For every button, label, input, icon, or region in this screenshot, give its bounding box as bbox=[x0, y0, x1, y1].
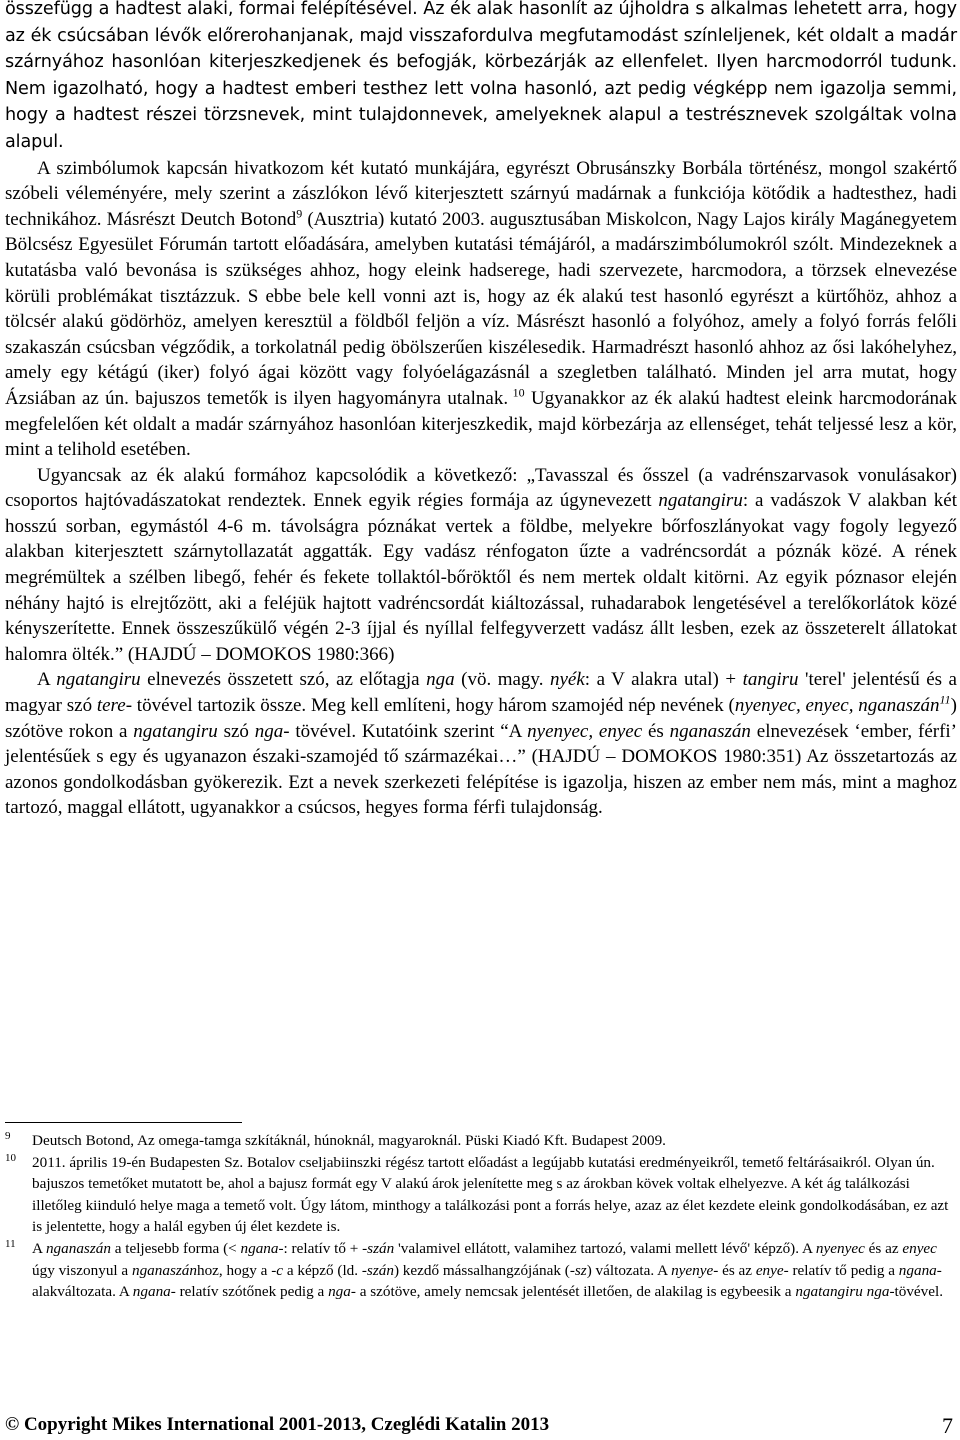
italic-term: ngatangiru bbox=[56, 669, 141, 691]
text-run: szó bbox=[217, 720, 255, 742]
italic-term: -szán bbox=[361, 1261, 394, 1279]
italic-term: nyék bbox=[549, 669, 585, 691]
text-run: A bbox=[32, 1239, 46, 1257]
paragraph bbox=[5, 463, 957, 668]
italic-term: ngana bbox=[240, 1239, 279, 1257]
italic-term: enyec bbox=[902, 1239, 937, 1257]
body-text bbox=[5, 0, 957, 821]
text-run: ) kezdő mássalhangzójának ( bbox=[393, 1261, 570, 1279]
footnote-reference: 9 bbox=[296, 206, 303, 221]
text-run: Ugyancsak az ék alakú formához kapcsolódik a következő: „Tavasszal és ősszel (a vadrénszarvasok vonulásakor) csoportos hajtóvadászatokat rendeztek. Ennek egyik régies formája az úgynevezett bbox=[5, 464, 957, 512]
copyright-notice: © Copyright Mikes International 2001-2013, Czeglédi Katalin 2013 bbox=[5, 1414, 550, 1435]
footnote-number: 10 bbox=[5, 1151, 16, 1164]
italic-term: nganaszán bbox=[669, 720, 751, 742]
text-run: a képző (ld. bbox=[283, 1261, 362, 1279]
footnote-reference: 10 bbox=[508, 385, 525, 400]
paragraph bbox=[5, 156, 957, 463]
text-run: és az bbox=[864, 1239, 903, 1257]
italic-term: nga bbox=[328, 1283, 351, 1301]
italic-term: nga bbox=[426, 669, 455, 691]
italic-term: nga bbox=[254, 720, 284, 742]
italic-term: ngatangiru bbox=[658, 490, 743, 512]
text-run: Másrészt Deutch Botond bbox=[106, 208, 297, 230]
italic-term: ngana bbox=[132, 1283, 171, 1301]
text-run: -: relatív tő + bbox=[278, 1239, 363, 1257]
text-run: - és az bbox=[713, 1261, 756, 1279]
italic-term: enye bbox=[755, 1261, 784, 1279]
italic-term: nyenyec bbox=[815, 1239, 865, 1257]
footnote-number: 9 bbox=[5, 1130, 11, 1142]
italic-term: nyenyec, enyec bbox=[527, 720, 643, 742]
text-run: úgy viszonyul a bbox=[32, 1261, 132, 1279]
text-run: Nem igazolható, hogy a hadtest emberi testhez lett volna hasonló, azt pedig végképp nem igazolja semmi, hogy a hadtest részei törzsnevek, mint tulajdonnevek, amelyeknek alapul a testrésznevek szolgáltak volna alapul. bbox=[5, 78, 957, 152]
text-run: - relatív szótőnek pedig a bbox=[170, 1283, 329, 1301]
text-run: ) változata. A bbox=[586, 1261, 672, 1279]
text-run: : a V alakra utal) + bbox=[584, 669, 743, 691]
italic-term: ngatangiru bbox=[133, 720, 218, 742]
text-run: hoz, hogy a bbox=[196, 1261, 272, 1279]
text-run: - alakváltozata. A bbox=[32, 1261, 942, 1301]
text-run: 2011. április 19-én Budapesten Sz. Botalov cseljabiinszki régész tartott előadást a legújabb kutatási eredményeikről, temető feltárásaikról. Olyan ún. bajuszos temetőket mutatott be, ahol a bajusz formát egy V alakú árok jelenítette meg s az árokban kövek voltak elhelyezve. A két ág találkozási illetőleg kiinduló helye maga a temető volt. Úgy látom, minthogy a találkozási pont a forrás helye, azaz az élet kezdete eleink gondolkodásában, ez azt is jelentette, hogy a halál egyben új élet kezdete is. bbox=[32, 1153, 949, 1236]
text-run: - tövével tartozik össze. Meg kell említeni, hogy három szamojéd nép nevének ( bbox=[125, 695, 735, 717]
text-run: 'terel' jelentésű és a magyar szó bbox=[5, 669, 957, 717]
text-run: - relatív tő pedig a bbox=[783, 1261, 899, 1279]
text-run: a teljesebb forma (< bbox=[110, 1239, 241, 1257]
italic-term: nyenye bbox=[671, 1261, 714, 1279]
italic-term: tere bbox=[96, 695, 126, 717]
text-run: (Ausztria) kutató 2003. augusztusában Miskolcon, Nagy Lajos király Magánegyetem Bölcsész Egyesület Fórumán tartott előadására, amelyben kutatási témájáról, a madárszimbólumokról szólt. Mindezeknek a kutatásba való bevonása is szükséges ahhoz, hogy eleink hadserege, hadi szervezete, harcmodora, a törzsek elnevezése körüli problémákat tisztázzuk. S ebbe bele kell vonni azt is, hogy az ék alakú test hasonló egyrészt a kürtőhöz, ahhoz a tölcsér alakú gödörhöz, amelyen keresztül a földből feljön a víz. Másrészt hasonló a folyóhoz, amely a folyó forrás felőli szakaszán csúcsban végződik, a torkolatnál pedig öbölszerűen kiszélesedik. Harmadrészt hasonló ahhoz az ősi lakóhelyhez, amely egy kétágú (iker) folyó ágai között vagy folyóelágazásnál a szegletben található. Minden jel arra mutat, hogy Ázsiában az ún. bajuszos temetők is ilyen hagyományra utalnak. bbox=[5, 208, 958, 409]
italic-term: ngatangiru nga bbox=[795, 1283, 890, 1301]
text-run: ) szótöve rokon a bbox=[5, 695, 957, 742]
text-run: - a szótöve, amely nemcsak jelentését illetően, de alakilag is egybeesik a bbox=[350, 1283, 796, 1301]
text-run: elnevezések ‘ember, férfi’ jelentésűek s egy és ugyanazon északi-szamojéd tő származékai…” (HAJDÚ – DOMOKOS 1980:351) Az összetartozás az azonos gondolkodásban gyökerezik. Ezt a nevek szerkezeti felépítése is igazolja, hiszen az ember nem más, mint a maghoz tartozó, maggal ellátott, ugyanakkor a csúcsos, hegyes forma férfi tulajdonság. bbox=[5, 720, 958, 819]
footnotes bbox=[5, 1130, 955, 1303]
text-run: Deutsch Botond, Az omega-tamga szkítáknál, húnoknál, magyaroknál. Püski Kiadó Kft. Budapest 2009. bbox=[32, 1132, 666, 1149]
footnote-11 bbox=[5, 1238, 955, 1303]
page-footer bbox=[5, 1414, 955, 1440]
text-run: -tövével. bbox=[889, 1283, 944, 1301]
text-run: elnevezés összetett szó, az előtagja bbox=[140, 669, 427, 691]
italic-term: nganaszán bbox=[131, 1261, 197, 1279]
text-run: Ugyanakkor az ék alakú hadtest eleink harcmodorának megfelelően két oldalt a madár szárnyához hasonlóan kiterjeszkedik, majd körbezárja az ellenséget, tehát teljessé lesz a kör, mint a telihold esetében. bbox=[5, 387, 957, 461]
italic-term: -sz bbox=[569, 1261, 587, 1279]
italic-term: ngana bbox=[898, 1261, 937, 1279]
text-run: : a vadászok V alakban két hosszú sorban, egymástól 4-6 m. távolságra póznákat vertek a földbe, melyekre bőrfoszlányokat vagy fogoly legyező alakban kiterjesztett szárnytollazatát aggatták. Egy vadász rénfogaton űzte a vadréncsordát a póznák közé. A rének megrémültek a szélben libegő, fehér és fekete tollaktól-bőröktől és nem mertek oldalt kitörni. Az egyik póznasor elején néhány hajtó is elrejtőzött, aki a feléjük hajtott vadréncsordát kiáltozással, ruhadarabok lengetésével a terelőkorlátok közé kényszerítette. Ennek összeszűkülő végén 2-3 íjjal és nyíllal felfegyverzett vadász állt lesben, ezek az összeterelt állatokat halomra ölték.” (HAJDÚ – DOMOKOS 1980:366) bbox=[5, 490, 958, 665]
italic-term: -c bbox=[271, 1261, 284, 1279]
footnote-separator bbox=[5, 1122, 242, 1123]
italic-term: tangiru bbox=[742, 669, 799, 691]
page-number: 7 bbox=[942, 1413, 953, 1438]
text-run: A szimbólumok kapcsán hivatkozom két kutató munkájára, egyrészt Obrusánszky Borbála történész, mongol szakértő szóbeli véleményére, mely szerint a zászlókon lévő kiterjesztett szárnyú madárnak a funkciója kötődik a hadtesthez, hadi technikához. bbox=[5, 157, 957, 230]
paragraph bbox=[5, 0, 957, 156]
footnote-number: 11 bbox=[5, 1237, 16, 1250]
italic-term: -szán bbox=[362, 1239, 395, 1257]
text-run: 'valamivel ellátott, valamihez tartozó, valami mellett lévő' képző). A bbox=[394, 1239, 816, 1257]
text-run: A bbox=[37, 669, 57, 691]
paragraph bbox=[5, 667, 957, 821]
text-run: - tövével. Kutatóink szerint “A bbox=[283, 720, 528, 742]
italic-term: nganaszán bbox=[45, 1239, 111, 1257]
footnote-reference: 11 bbox=[939, 692, 951, 707]
italic-term: nyenyec, enyec, nganaszán bbox=[734, 695, 940, 717]
footnote-10 bbox=[5, 1152, 955, 1238]
text-run: összefügg a hadtest alaki, formai felépítésével. Az ék alak hasonlít az újholdra s alkalmas lehetett arra, hogy az ék csúcsában lévők előrerohanjanak, majd visszafordulva megfutamodást színleljenek, két oldalt a madár szárnyához hasonlóan kiterjeszkedjenek és befogják, körbezárják az ellenfelet. Ilyen harcmodorról tudunk. bbox=[5, 0, 957, 73]
text-run: és bbox=[642, 720, 670, 742]
text-run: (vö. magy. bbox=[454, 669, 550, 691]
footnote-9 bbox=[5, 1130, 955, 1152]
